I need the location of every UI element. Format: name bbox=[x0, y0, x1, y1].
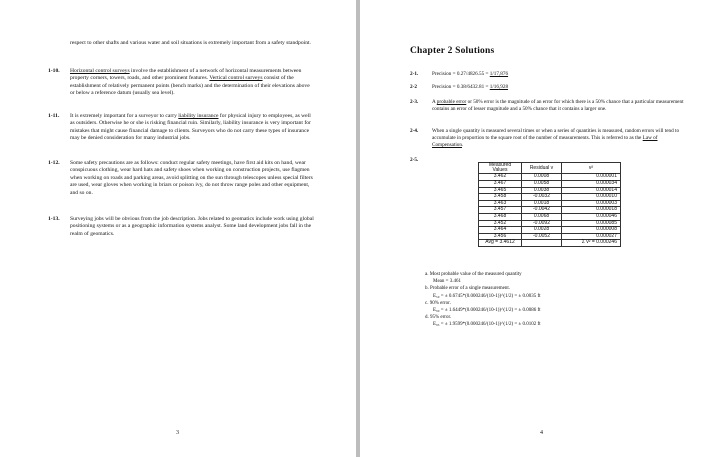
table-cell: 0.000018 bbox=[562, 207, 621, 214]
solution-number: 2-2 bbox=[410, 84, 417, 90]
table-cell: 0.000027 bbox=[562, 233, 621, 240]
term: Vertical control surveys bbox=[209, 75, 263, 82]
text: When a single quantity is measured several times or when a series of quantities is measured, random errors will tend to accumulate in proportion to the square root of the number of measurements. This is referred to as the bbox=[432, 128, 680, 141]
table-cell: 0.000008 bbox=[562, 227, 621, 234]
question-item bbox=[48, 113, 318, 143]
solution-item bbox=[410, 84, 700, 91]
table-cell: 3.463 bbox=[479, 200, 522, 207]
table-cell: 3.465 bbox=[479, 187, 522, 194]
column-header: Measured Values bbox=[479, 163, 522, 174]
table-cell: -0.0052 bbox=[522, 233, 562, 240]
text: or 50% error is the magnitude of an error for which there is a 50% chance that a particular measurement contains an error of lesser magnitude and a 50% chance that it contains a larger one. bbox=[432, 99, 684, 112]
page-number: 4 bbox=[540, 430, 543, 436]
answer-label: d. 95% error. bbox=[425, 315, 452, 321]
average-cell: Avg = 3.4612 bbox=[479, 240, 522, 247]
intro-paragraph: respect to other shafts and various water and soil situations is extremely important from a safety standpoint. bbox=[70, 40, 311, 46]
question-item bbox=[48, 216, 318, 238]
solution-item bbox=[410, 71, 700, 78]
table-cell: 3.452 bbox=[479, 220, 522, 227]
table-cell: 3.458 bbox=[479, 194, 522, 201]
sum-cell: Σ v² = 0.000246 bbox=[562, 240, 621, 247]
table-cell: 0.000034 bbox=[562, 181, 621, 188]
answer-value: E₉₀ = ± 1.6449*(0.000246/(10-1))^(1/2) = ± 0.0086 ft bbox=[433, 308, 541, 314]
text: Some safety precautions are as follows: conduct regular safety meetings, have first aid kits on hand, wear conspicuous clothing, wear hard hats and safety shoes when working on construction projects, use flagmen when working on roads and parking areas, avoid splitting on the sun through telescopes unless special filters are used, wear gloves when working in briars or poison ivy, do not throw range poles and other equipment, and so on. bbox=[70, 160, 313, 196]
table-cell: 0.0008 bbox=[522, 174, 562, 181]
table-cell: 0.000003 bbox=[562, 200, 621, 207]
page-number: 3 bbox=[176, 430, 179, 436]
table-cell: 0.0018 bbox=[522, 200, 562, 207]
solution-item bbox=[410, 99, 700, 113]
term: liability insurance bbox=[178, 113, 219, 119]
text: consist of the establishment of relatively permanent points (bench marks) and the determination of their elevations above or below a reference datum (usually sea level). bbox=[70, 75, 310, 97]
answers-block bbox=[425, 271, 655, 329]
question-number: 1-13. bbox=[48, 216, 60, 222]
table-header-row bbox=[479, 163, 621, 174]
text: . bbox=[461, 142, 464, 148]
text: for physical injury to employees, as well as outsiders. Otherwise he or she is risking financial ruin. Similarly, liability insurance is very important for mistakes that might cause financial damage to clients. Surveyors who do not carry these types of insurance may be denied consideration for many industrial jobs. bbox=[70, 113, 311, 142]
question-number: 1-10. bbox=[48, 68, 60, 74]
column-header: v² bbox=[562, 163, 621, 174]
table-cell: -0.0042 bbox=[522, 207, 562, 214]
question-item bbox=[48, 68, 318, 98]
answer-value: Mean = 3.461 bbox=[433, 279, 461, 285]
table-cell: 0.0058 bbox=[522, 181, 562, 188]
term: Law of Compensation bbox=[432, 135, 658, 148]
solution-number: 2-1. bbox=[410, 71, 419, 77]
answer-label: c. 90% error. bbox=[425, 300, 451, 306]
table-cell: 0.0038 bbox=[522, 187, 562, 194]
residuals-table bbox=[478, 162, 621, 247]
text: Precision = 0.38/6432.81 = bbox=[432, 84, 490, 90]
table-cell: 0.0028 bbox=[522, 227, 562, 234]
text: involve the establishment of a network of horizontal measurements between property corners, towers, roads, and other prominent features. bbox=[70, 68, 302, 82]
answer-value: 1/16,928 bbox=[489, 84, 509, 90]
table-cell: -0.0032 bbox=[522, 194, 562, 201]
table-summary-row bbox=[479, 240, 621, 247]
table-cell: 3.456 bbox=[479, 233, 522, 240]
table-cell: 0.000010 bbox=[562, 194, 621, 201]
chapter-title: Chapter 2 Solutions bbox=[410, 46, 495, 56]
table-cell: 3.467 bbox=[479, 181, 522, 188]
table-cell: 3.464 bbox=[479, 227, 522, 234]
term: probable error bbox=[436, 99, 467, 105]
question-item bbox=[48, 160, 318, 197]
table-cell: 0.000001 bbox=[562, 174, 621, 181]
text: Precision = 0.27/4826.55 = bbox=[432, 71, 490, 77]
table-cell: 0.000014 bbox=[562, 187, 621, 194]
table-cell: 3.468 bbox=[479, 213, 522, 220]
table-cell: -0.0092 bbox=[522, 220, 562, 227]
text: A bbox=[432, 99, 437, 105]
table-cell: 0.000046 bbox=[562, 213, 621, 220]
solution-item bbox=[410, 128, 700, 149]
page-4 bbox=[360, 0, 716, 457]
table-cell: 3.462 bbox=[479, 174, 522, 181]
solution-number: 2-4. bbox=[410, 128, 419, 134]
table-cell bbox=[522, 240, 562, 247]
column-header: Residual v bbox=[522, 163, 562, 174]
answer-label: a. Most probable value of the measured quantity bbox=[425, 272, 522, 277]
text: It is extremely important for a surveyor to carry bbox=[70, 113, 179, 119]
table-cell: 0.0068 bbox=[522, 213, 562, 220]
answer-label: b. Probable error of a single measurement. bbox=[425, 286, 510, 292]
text: Surveying jobs will be obvious from the job description. Jobs related to geomatics include work using global positioning systems or as a geographic information systems analyst. Some land development jobs fall in the realm of geomatics. bbox=[70, 216, 314, 237]
table-cell: 0.000085 bbox=[562, 220, 621, 227]
answer-value: E₉₅ = ± 1.9599*(0.000246/(10-1))^(1/2) = ± 0.0102 ft bbox=[433, 322, 541, 328]
answer-value: 1/17,876 bbox=[489, 71, 509, 77]
question-number: 1-11. bbox=[48, 113, 60, 119]
table-cell: 3.457 bbox=[479, 207, 522, 214]
term: Horizontal control surveys bbox=[70, 68, 130, 74]
solution-number: 2-3. bbox=[410, 99, 419, 105]
solution-number: 2-5. bbox=[410, 157, 419, 163]
question-number: 1-12. bbox=[48, 160, 60, 166]
page-3 bbox=[0, 0, 356, 457]
answer-value: E₅₀ = ± 0.6745*(0.000246/(10-1))^(1/2) = ± 0.0035 ft bbox=[433, 293, 541, 299]
